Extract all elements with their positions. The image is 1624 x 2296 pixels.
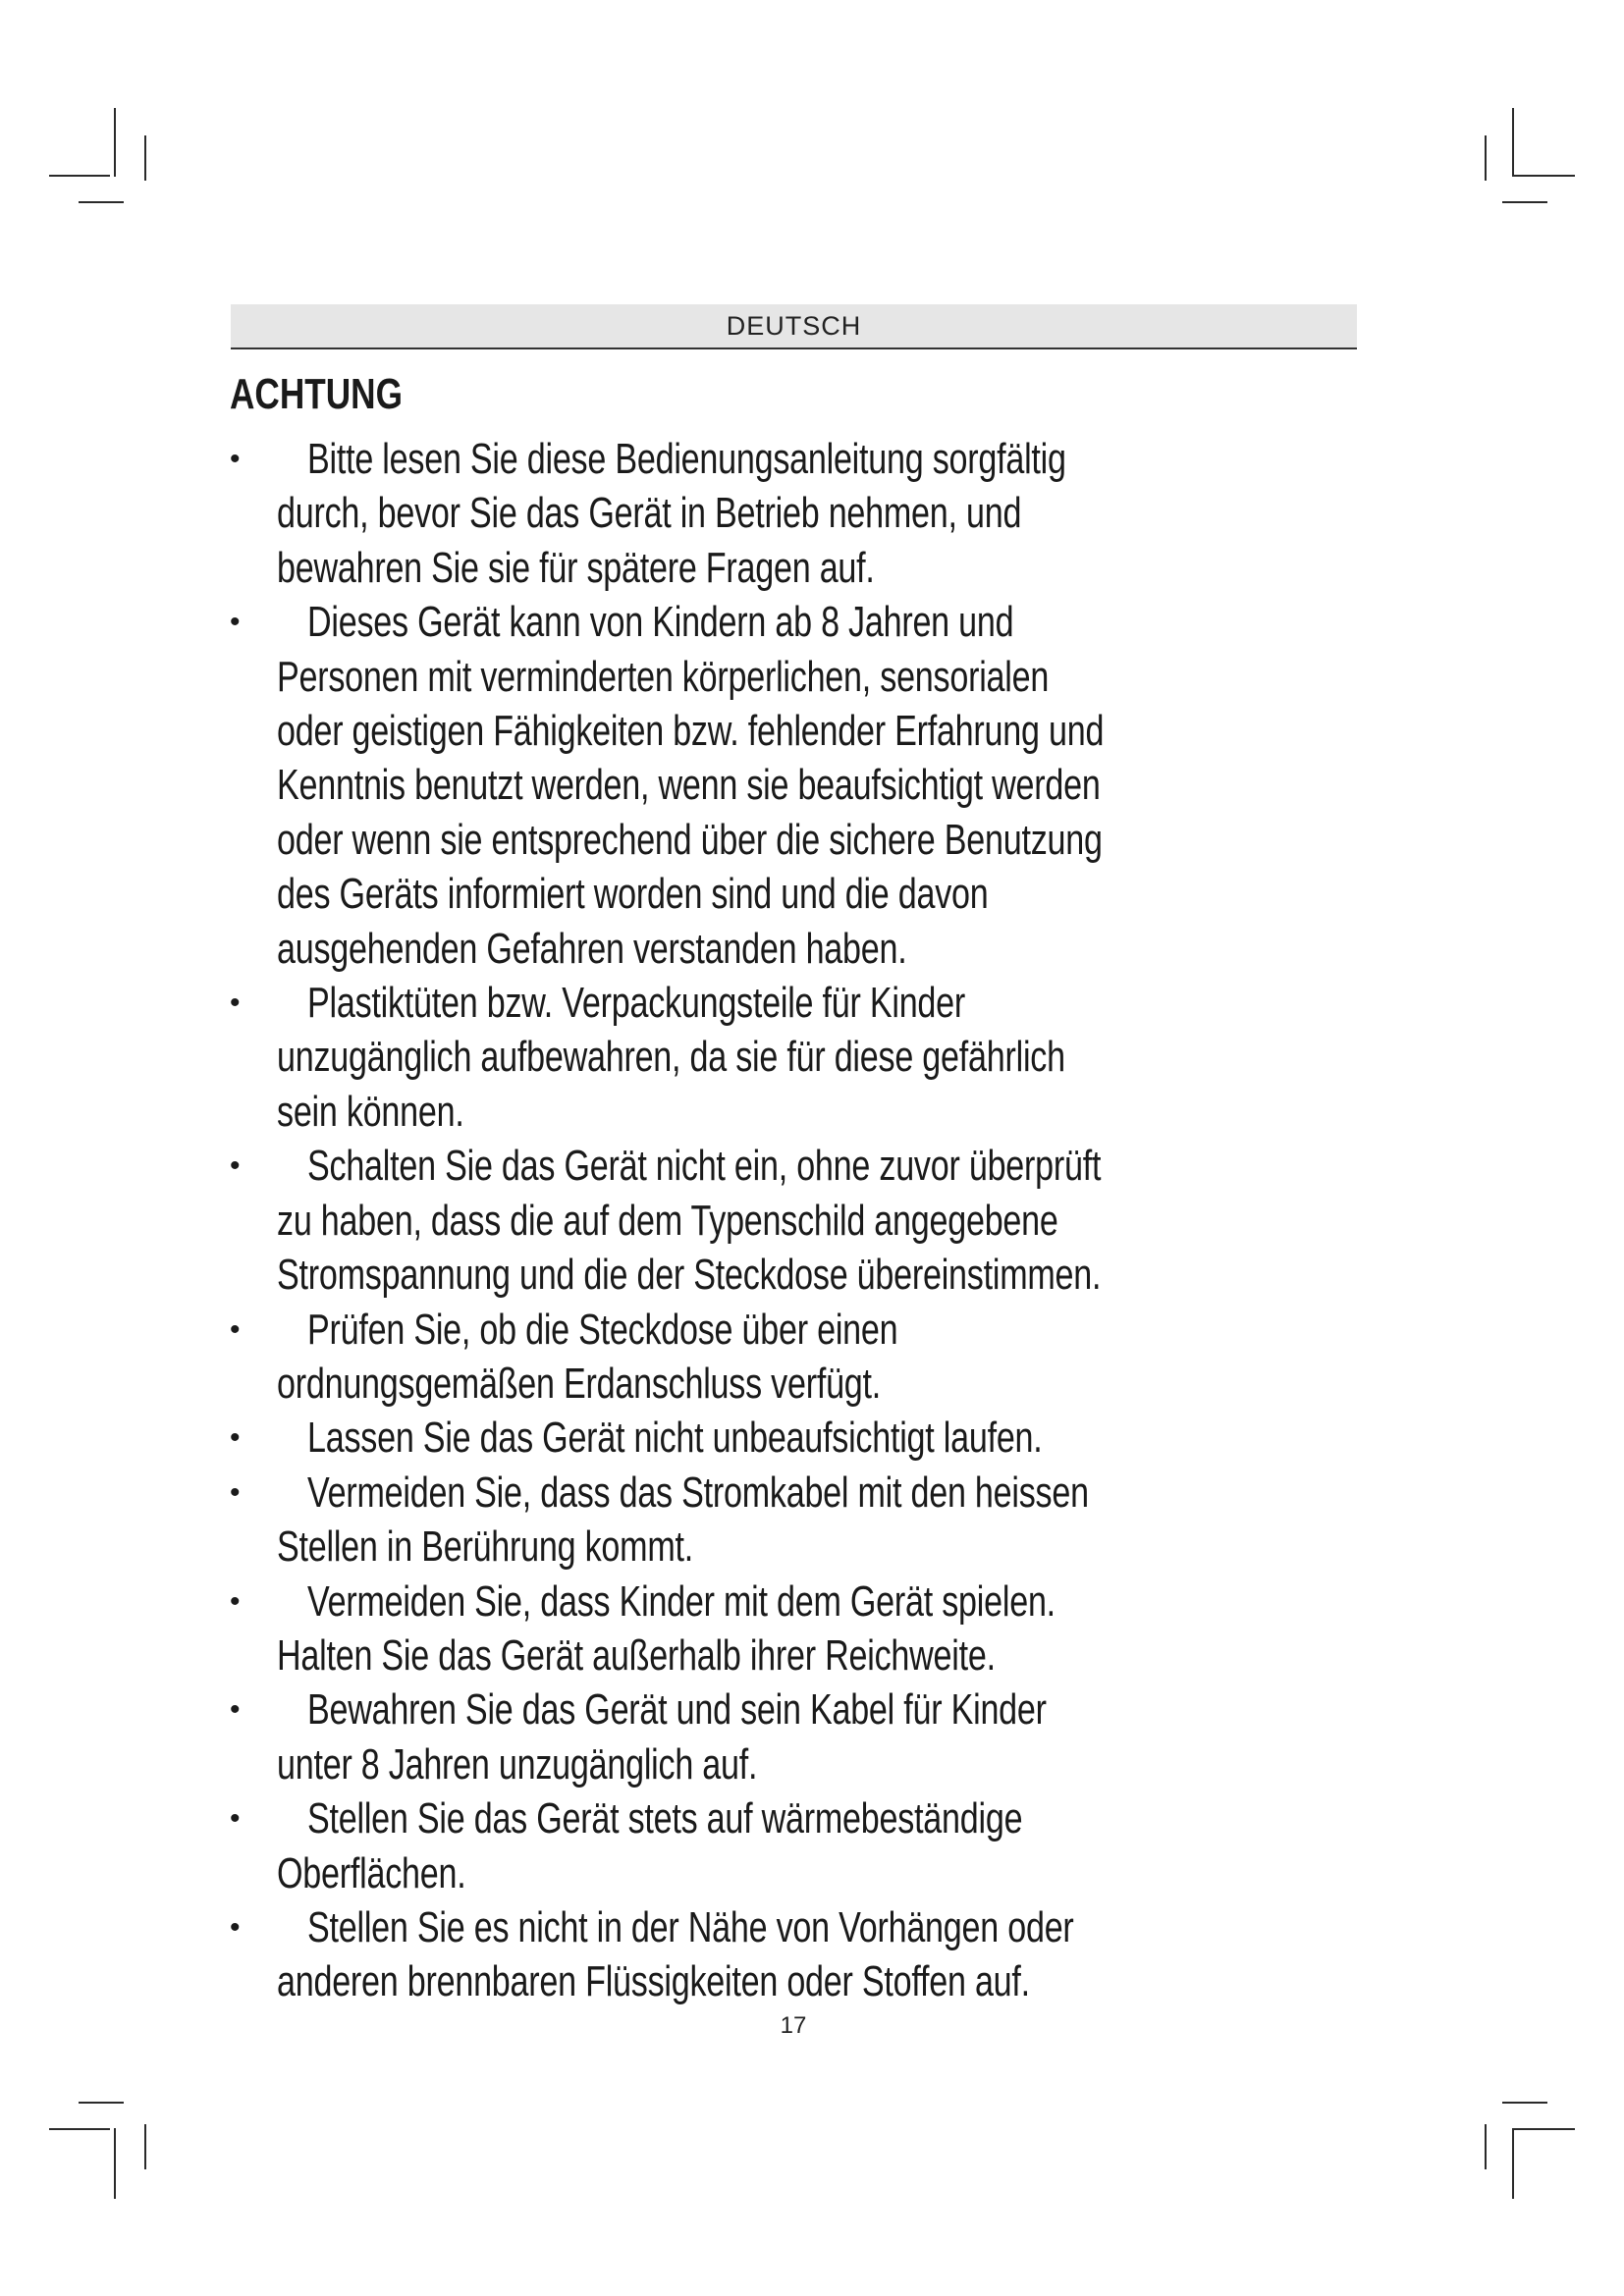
crop-mark-bottom-right-vertical-inner (1485, 2124, 1487, 2169)
bullet-icon: • (230, 1910, 241, 1944)
crop-mark-top-right-horizontal (1514, 175, 1575, 177)
bullet-icon: • (230, 1693, 241, 1727)
bullet-icon: • (230, 1475, 241, 1509)
bullet-icon: • (230, 987, 241, 1020)
language-header: DEUTSCH (231, 304, 1357, 349)
warning-text: Vermeiden Sie, dass das Stromkabel mit den heissen Stellen in Berührung kommt. (277, 1468, 1089, 1572)
warning-text: Lassen Sie das Gerät nicht unbeaufsichtigt laufen. (307, 1414, 1043, 1463)
warning-text: Bewahren Sie das Gerät und sein Kabel für Kinder unter 8 Jahren unzugänglich auf. (277, 1685, 1047, 1789)
crop-mark-bottom-left-vertical-inner (144, 2124, 146, 2169)
warning-item (230, 1682, 1359, 1791)
crop-mark-top-right-vertical-inner (1485, 135, 1487, 181)
warning-item (230, 1900, 1359, 2009)
warning-text: Prüfen Sie, ob die Steckdose über einen ordnungsgemäßen Erdanschluss verfügt. (277, 1305, 898, 1408)
crop-mark-top-left-horizontal-inner (79, 201, 124, 203)
warning-item (230, 595, 1359, 976)
warning-text: Schalten Sie das Gerät nicht ein, ohne zuvor überprüft zu haben, dass die auf dem Typenschild angegebene Stromspannung und die der Steckdose übereinstimmen. (277, 1142, 1102, 1300)
warning-text: Vermeiden Sie, dass Kinder mit dem Gerät spielen. Halten Sie das Gerät außerhalb ihrer Reichweite. (277, 1576, 1056, 1680)
warning-item (230, 1791, 1359, 1900)
crop-mark-top-right-horizontal-inner (1502, 201, 1547, 203)
warning-item (230, 1303, 1359, 1412)
bullet-icon: • (230, 1312, 241, 1346)
crop-mark-bottom-left-vertical (114, 2128, 116, 2199)
warning-item (230, 432, 1359, 595)
warning-text: Bitte lesen Sie diese Bedienungsanleitung sorgfältig durch, bevor Sie das Gerät in Betrieb nehmen, und bewahren Sie sie für spätere Fragen auf. (277, 435, 1066, 592)
crop-mark-bottom-right-vertical (1512, 2128, 1514, 2199)
crop-mark-bottom-right-horizontal-outer (1514, 2128, 1575, 2130)
crop-mark-top-left-vertical (114, 108, 116, 177)
crop-mark-bottom-left-horizontal-outer (49, 2128, 110, 2130)
crop-mark-top-right-vertical (1512, 108, 1514, 177)
bullet-icon: • (230, 1421, 241, 1455)
crop-mark-top-left-vertical-inner (144, 135, 146, 181)
warning-text: Stellen Sie es nicht in der Nähe von Vorhängen oder anderen brennbaren Flüssigkeiten oder Stoffen auf. (277, 1902, 1074, 2006)
crop-mark-top-left-horizontal (49, 175, 110, 177)
warning-item (230, 1411, 1359, 1465)
bullet-icon: • (230, 1802, 241, 1836)
warning-text: Stellen Sie das Gerät stets auf wärmebeständige Oberflächen. (277, 1794, 1023, 1897)
crop-mark-bottom-right-horizontal (1502, 2102, 1547, 2104)
bullet-icon: • (230, 1149, 241, 1183)
page-title: ACHTUNG (230, 370, 403, 418)
warning-list (230, 432, 1359, 2009)
warning-text: Plastiktüten bzw. Verpackungsteile für Kinder unzugänglich aufbewahren, da sie für diese gefährlich sein können. (277, 979, 1065, 1136)
bullet-icon: • (230, 443, 241, 475)
warning-item (230, 976, 1359, 1139)
warning-item (230, 1139, 1359, 1302)
warning-text: Dieses Gerät kann von Kindern ab 8 Jahren und Personen mit verminderten körperlichen, sensorialen oder geistigen Fähigkeiten bzw. fehlender Erfahrung und Kenntnis benutzt werden, wenn sie beaufsichtigt werden oder wenn sie entsprechend über die sichere Benutzung des Geräts informiert worden sind und die davon ausgehenden Gefahren verstanden haben. (277, 598, 1105, 973)
page-number: 17 (780, 2012, 807, 2039)
warning-item (230, 1575, 1359, 1683)
bullet-icon: • (230, 1584, 241, 1618)
warning-item (230, 1466, 1359, 1575)
bullet-icon: • (230, 606, 241, 639)
crop-mark-bottom-left-horizontal (79, 2102, 124, 2104)
